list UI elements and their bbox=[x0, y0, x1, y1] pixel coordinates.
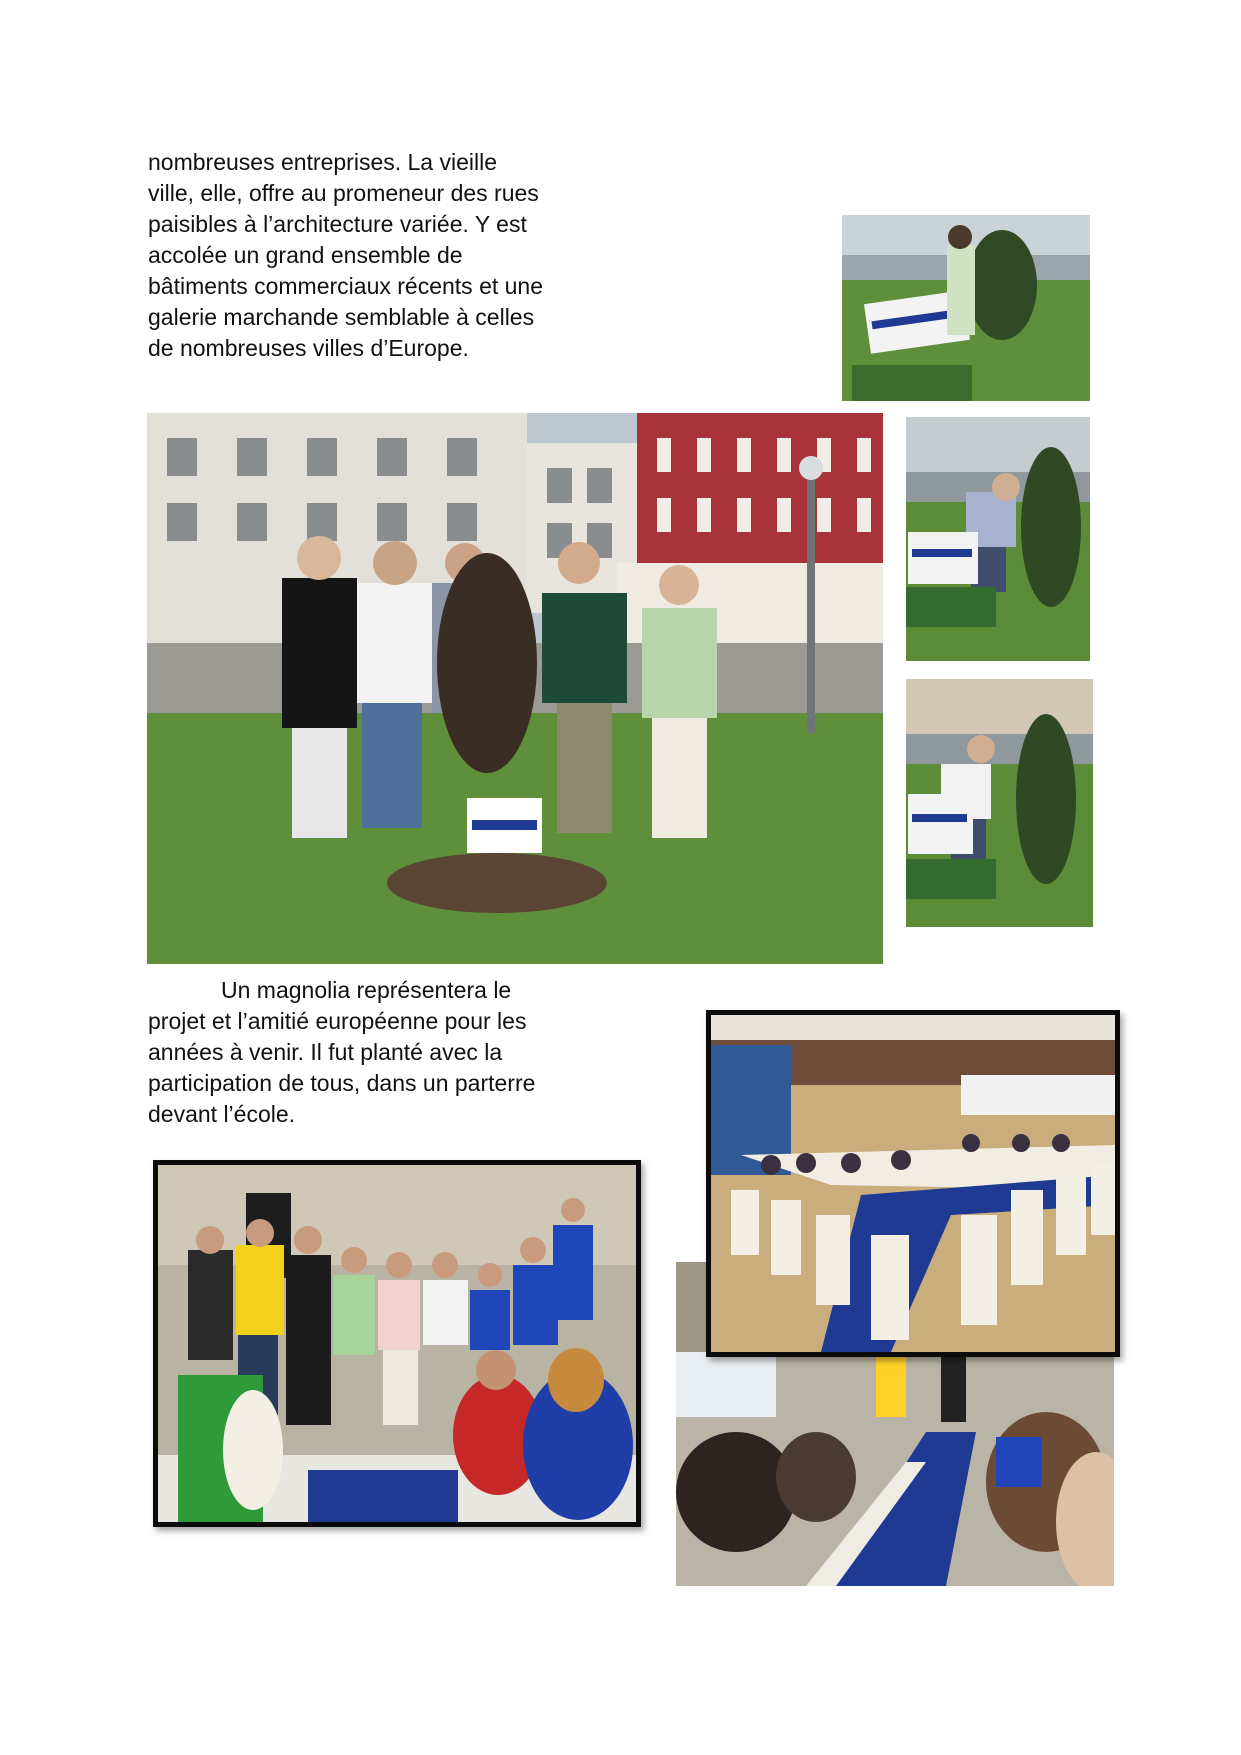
paragraph-middle bbox=[148, 975, 535, 1130]
photo-conference-room bbox=[706, 1010, 1120, 1357]
photo-certificate-ceremony bbox=[153, 1160, 641, 1527]
text-line: galerie marchande semblable à celles bbox=[148, 304, 535, 330]
text-line: nombreuses entreprises. La vieille bbox=[148, 149, 498, 175]
text-line: bâtiments commerciaux récents et une bbox=[148, 273, 544, 299]
photo-man-planting-tree-2 bbox=[906, 679, 1093, 927]
text-line: participation de tous, dans un parterre bbox=[148, 1070, 536, 1096]
text-line: Un magnolia représentera le bbox=[221, 977, 512, 1003]
text-line: années à venir. Il fut planté avec la bbox=[148, 1039, 503, 1065]
text-line: ville, elle, offre au promeneur des rues bbox=[148, 180, 539, 206]
text-line: de nombreuses villes d’Europe. bbox=[148, 335, 469, 361]
photo-man-planting-tree bbox=[906, 417, 1090, 661]
text-line: paisibles à l’architecture variée. Y est bbox=[148, 211, 527, 237]
photo-group-with-magnolia bbox=[147, 413, 883, 964]
text-line: devant l’école. bbox=[148, 1101, 296, 1127]
photo-tree-planting-wheelbarrow bbox=[842, 215, 1090, 401]
text-line: accolée un grand ensemble de bbox=[148, 242, 463, 268]
paragraph-top bbox=[148, 147, 543, 364]
text-line: projet et l’amitié européenne pour les bbox=[148, 1008, 527, 1034]
